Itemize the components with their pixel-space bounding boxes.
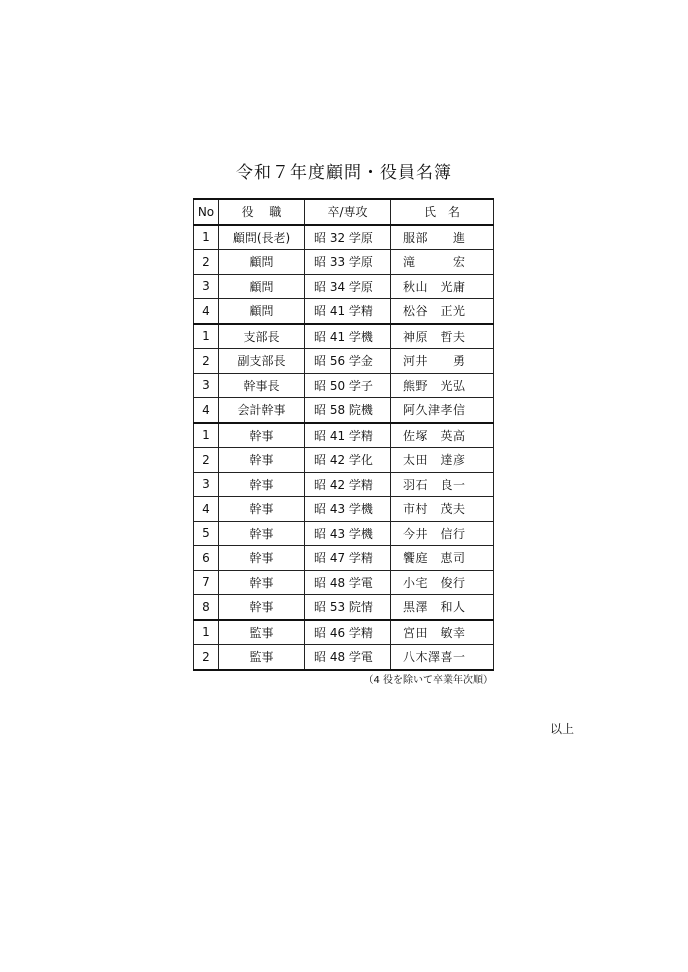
cell-role: 幹事: [219, 521, 305, 546]
cell-role: 顧問: [219, 299, 305, 324]
cell-no: 1: [194, 324, 219, 349]
sort-note: （4 役を除いて卒業年次順）: [363, 675, 493, 686]
cell-name: 小宅 俊行: [391, 570, 494, 595]
roster-table: [193, 198, 494, 671]
cell-graduation: 昭 41 学精: [305, 299, 391, 324]
cell-no: 4: [194, 497, 219, 522]
cell-role: 監事: [219, 645, 305, 670]
cell-graduation: 昭 48 学電: [305, 570, 391, 595]
cell-role: 幹事: [219, 497, 305, 522]
cell-name: 滝 宏: [391, 250, 494, 275]
cell-name: 秋山 光庸: [391, 274, 494, 299]
table-row: [194, 373, 494, 398]
cell-no: 2: [194, 349, 219, 374]
cell-graduation: 昭 58 院機: [305, 398, 391, 423]
cell-role: 顧問: [219, 274, 305, 299]
cell-role: 支部長: [219, 324, 305, 349]
table-row: [194, 546, 494, 571]
cell-no: 4: [194, 398, 219, 423]
cell-graduation: 昭 56 学金: [305, 349, 391, 374]
table-row: [194, 620, 494, 645]
cell-name: 八木澤喜一: [391, 645, 494, 670]
table-header-row: [194, 199, 494, 225]
table-row: [194, 595, 494, 620]
cell-name: 宮田 敏幸: [391, 620, 494, 645]
cell-no: 5: [194, 521, 219, 546]
cell-role: 顧問(長老): [219, 225, 305, 250]
table-row: [194, 497, 494, 522]
header-no: No: [194, 199, 219, 225]
cell-graduation: 昭 42 学精: [305, 472, 391, 497]
cell-no: 1: [194, 225, 219, 250]
cell-name: 阿久津孝信: [391, 398, 494, 423]
cell-name: 太田 達彦: [391, 448, 494, 473]
cell-role: 顧問: [219, 250, 305, 275]
table-row: [194, 570, 494, 595]
cell-no: 2: [194, 448, 219, 473]
cell-role: 幹事: [219, 423, 305, 448]
table-row: [194, 521, 494, 546]
cell-name: 今井 信行: [391, 521, 494, 546]
cell-graduation: 昭 47 学精: [305, 546, 391, 571]
cell-no: 4: [194, 299, 219, 324]
page-title: 令和７年度顧問・役員名簿: [236, 163, 452, 183]
cell-no: 3: [194, 373, 219, 398]
closing-mark: 以上: [549, 722, 574, 736]
cell-no: 1: [194, 620, 219, 645]
header-role: 役 職: [219, 199, 305, 225]
cell-name: 饗庭 恵司: [391, 546, 494, 571]
cell-no: 6: [194, 546, 219, 571]
cell-name: 松谷 正光: [391, 299, 494, 324]
cell-graduation: 昭 46 学精: [305, 620, 391, 645]
cell-graduation: 昭 48 学電: [305, 645, 391, 670]
cell-no: 1: [194, 423, 219, 448]
cell-name: 佐塚 英高: [391, 423, 494, 448]
cell-role: 幹事: [219, 448, 305, 473]
cell-name: 熊野 光弘: [391, 373, 494, 398]
cell-role: 幹事: [219, 570, 305, 595]
cell-role: 監事: [219, 620, 305, 645]
cell-no: 2: [194, 250, 219, 275]
table-row: [194, 448, 494, 473]
cell-graduation: 昭 42 学化: [305, 448, 391, 473]
cell-name: 神原 哲夫: [391, 324, 494, 349]
cell-graduation: 昭 50 学子: [305, 373, 391, 398]
table-row: [194, 299, 494, 324]
cell-graduation: 昭 32 学原: [305, 225, 391, 250]
cell-no: 7: [194, 570, 219, 595]
cell-name: 河井 勇: [391, 349, 494, 374]
cell-role: 幹事: [219, 595, 305, 620]
cell-graduation: 昭 33 学原: [305, 250, 391, 275]
cell-graduation: 昭 43 学機: [305, 521, 391, 546]
cell-graduation: 昭 41 学機: [305, 324, 391, 349]
table-row: [194, 324, 494, 349]
table-row: [194, 398, 494, 423]
header-name: 氏 名: [391, 199, 494, 225]
cell-name: 市村 茂夫: [391, 497, 494, 522]
cell-role: 幹事: [219, 472, 305, 497]
table-row: [194, 472, 494, 497]
cell-role: 副支部長: [219, 349, 305, 374]
cell-role: 幹事: [219, 546, 305, 571]
table-row: [194, 274, 494, 299]
cell-name: 黒澤 和人: [391, 595, 494, 620]
cell-role: 幹事長: [219, 373, 305, 398]
table-row: [194, 423, 494, 448]
table-row: [194, 250, 494, 275]
cell-graduation: 昭 43 学機: [305, 497, 391, 522]
cell-name: 羽石 良一: [391, 472, 494, 497]
cell-no: 3: [194, 274, 219, 299]
table-row: [194, 225, 494, 250]
cell-graduation: 昭 34 学原: [305, 274, 391, 299]
table-row: [194, 645, 494, 670]
cell-no: 8: [194, 595, 219, 620]
table-row: [194, 349, 494, 374]
cell-graduation: 昭 53 院情: [305, 595, 391, 620]
header-graduation: 卒/専攻: [305, 199, 391, 225]
cell-no: 2: [194, 645, 219, 670]
table-body: [194, 225, 494, 670]
cell-no: 3: [194, 472, 219, 497]
cell-name: 服部 進: [391, 225, 494, 250]
cell-graduation: 昭 41 学精: [305, 423, 391, 448]
cell-role: 会計幹事: [219, 398, 305, 423]
